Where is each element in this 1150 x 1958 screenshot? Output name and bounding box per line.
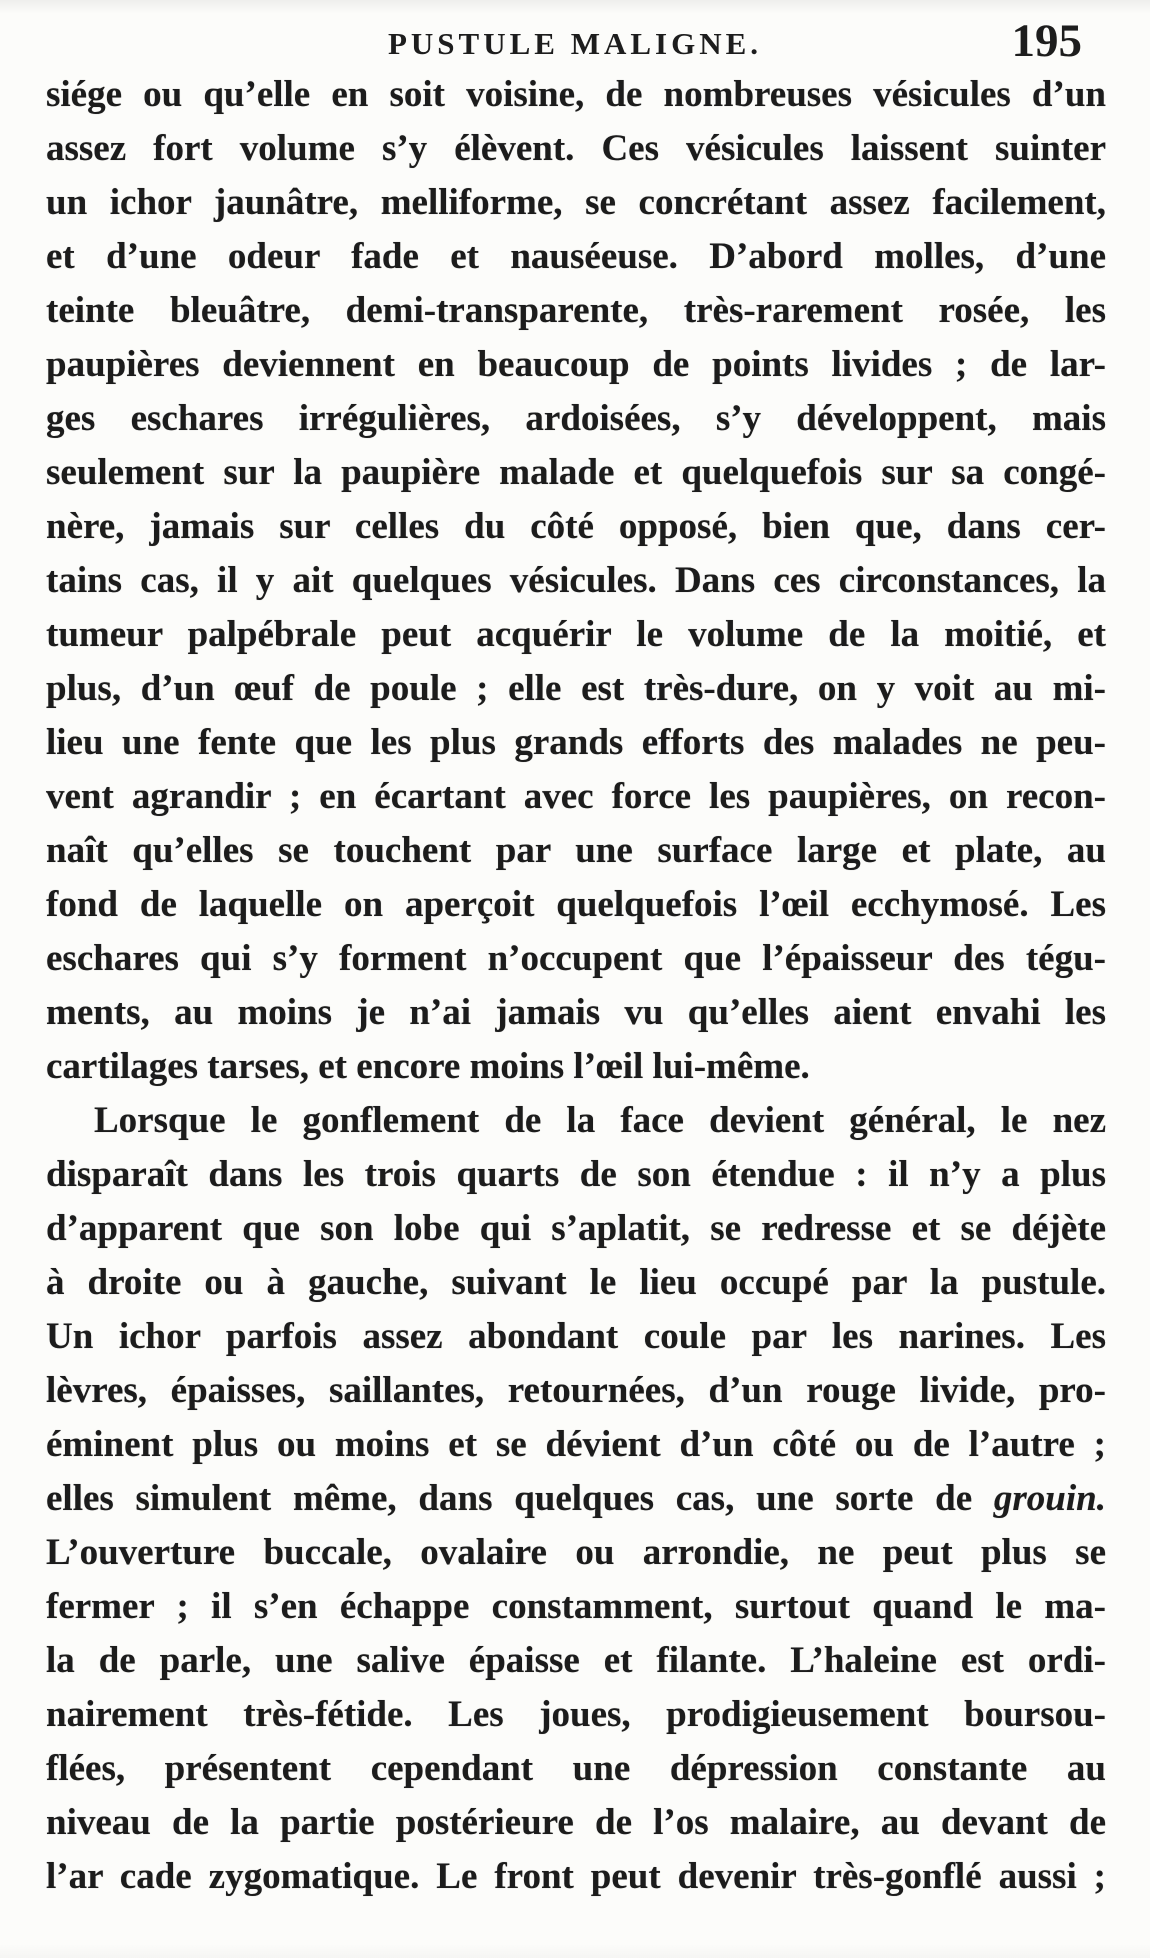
- text-line: [46, 1094, 1106, 1148]
- text-line-content: éminent plus ou moins et se dévient d’un côté ou de l’autre ;: [46, 1424, 1106, 1465]
- text-line: [46, 770, 1106, 824]
- text-line-content: d’apparent que son lobe qui s’aplatit, se redresse et se déjète: [46, 1208, 1106, 1249]
- text-line: [46, 1472, 1106, 1526]
- text-line-content: flées, présentent cependant une dépression constante au: [46, 1748, 1106, 1789]
- text-line: [46, 1796, 1106, 1850]
- text-line-content: niveau de la partie postérieure de l’os malaire, au devant de: [46, 1802, 1106, 1843]
- text-line: [46, 1634, 1106, 1688]
- body-text: [46, 68, 1106, 1904]
- text-line-content: et d’une odeur fade et nauséeuse. D’abord molles, d’une: [46, 236, 1106, 277]
- text-line: [46, 1850, 1106, 1904]
- text-line-content: la de parle, une salive épaisse et filante. L’haleine est ordi-: [46, 1640, 1106, 1681]
- text-line-content: Un ichor parfois assez abondant coule par les narines. Les: [46, 1316, 1106, 1357]
- text-line: [46, 1310, 1106, 1364]
- text-line: [46, 1580, 1106, 1634]
- text-line: [46, 284, 1106, 338]
- text-line: [46, 122, 1106, 176]
- text-line-content: à droite ou à gauche, suivant le lieu occupé par la pustule.: [46, 1262, 1106, 1303]
- text-line: [46, 878, 1106, 932]
- text-line-content: tains cas, il y ait quelques vésicules. Dans ces circonstances, la: [46, 560, 1106, 601]
- scan-edge-artifact-bottom: [0, 1944, 1150, 1958]
- text-line: [46, 1418, 1106, 1472]
- text-line-content: tumeur palpébrale peut acquérir le volume de la moitié, et: [46, 614, 1106, 655]
- text-line-content: ments, au moins je n’ai jamais vu qu’elles aient envahi les: [46, 992, 1106, 1033]
- text-line-content: teinte bleuâtre, demi-transparente, très-rarement rosée, les: [46, 290, 1106, 331]
- text-line: [46, 716, 1106, 770]
- text-line-content: Lorsque le gonflement de la face devient général, le nez: [94, 1100, 1106, 1141]
- text-line-content: lèvres, épaisses, saillantes, retournées, d’un rouge livide, pro-: [46, 1370, 1106, 1411]
- text-line: [46, 1364, 1106, 1418]
- text-line: [46, 1148, 1106, 1202]
- text-line-content: siége ou qu’elle en soit voisine, de nombreuses vésicules d’un: [46, 74, 1106, 115]
- text-line-content: L’ouverture buccale, ovalaire ou arrondie, ne peut plus se: [46, 1532, 1106, 1573]
- text-line-content: l’ar cade zygomatique. Le front peut devenir très-gonflé aussi ;: [46, 1856, 1106, 1897]
- text-line-content: un ichor jaunâtre, melliforme, se concrétant assez facilement,: [46, 182, 1106, 223]
- text-line: [46, 1742, 1106, 1796]
- text-line: [46, 986, 1106, 1040]
- text-line: [46, 608, 1106, 662]
- text-line: [46, 338, 1106, 392]
- text-line-content: lieu une fente que les plus grands efforts des malades ne peu-: [46, 722, 1106, 763]
- text-line-content: fond de laquelle on aperçoit quelquefois l’œil ecchymosé. Les: [46, 884, 1106, 925]
- text-line-content: eschares qui s’y forment n’occupent que l’épaisseur des tégu-: [46, 938, 1106, 979]
- text-line: [46, 446, 1106, 500]
- text-line: [46, 68, 1106, 122]
- text-line: [46, 1688, 1106, 1742]
- page-number: 195: [1011, 15, 1082, 67]
- text-line-content: elles simulent même, dans quelques cas, une sorte de grouin.: [46, 1478, 1106, 1519]
- text-line: [46, 1256, 1106, 1310]
- text-line: [46, 554, 1106, 608]
- text-line-content: ges eschares irrégulières, ardoisées, s’y développent, mais: [46, 398, 1106, 439]
- text-line: [46, 824, 1106, 878]
- running-header-title: PUSTULE MALIGNE.: [387, 26, 763, 61]
- text-line: [46, 176, 1106, 230]
- text-line-content: vent agrandir ; en écartant avec force les paupières, on recon-: [46, 776, 1106, 817]
- text-line-content: disparaît dans les trois quarts de son étendue : il n’y a plus: [46, 1154, 1106, 1195]
- text-line-content: assez fort volume s’y élèvent. Ces vésicules laissent suinter: [46, 128, 1106, 169]
- text-line: [46, 1040, 1106, 1094]
- text-line-content: fermer ; il s’en échappe constamment, surtout quand le ma-: [46, 1586, 1106, 1627]
- text-line: [46, 230, 1106, 284]
- page-header: [0, 0, 1150, 70]
- text-line-content: nairement très-fétide. Les joues, prodigieusement boursou-: [46, 1694, 1106, 1735]
- text-line: [46, 500, 1106, 554]
- text-line-content: cartilages tarses, et encore moins l’œil lui-même.: [46, 1046, 810, 1087]
- text-line: [46, 392, 1106, 446]
- text-line-content: paupières deviennent en beaucoup de points livides ; de lar-: [46, 344, 1106, 385]
- text-line: [46, 1202, 1106, 1256]
- text-line: [46, 662, 1106, 716]
- text-line-content: naît qu’elles se touchent par une surface large et plate, au: [46, 830, 1106, 871]
- text-line: [46, 932, 1106, 986]
- text-line-content: nère, jamais sur celles du côté opposé, bien que, dans cer-: [46, 506, 1106, 547]
- text-line: [46, 1526, 1106, 1580]
- text-line-content: plus, d’un œuf de poule ; elle est très-dure, on y voit au mi-: [46, 668, 1106, 709]
- text-line-content: seulement sur la paupière malade et quelquefois sur sa congé-: [46, 452, 1106, 493]
